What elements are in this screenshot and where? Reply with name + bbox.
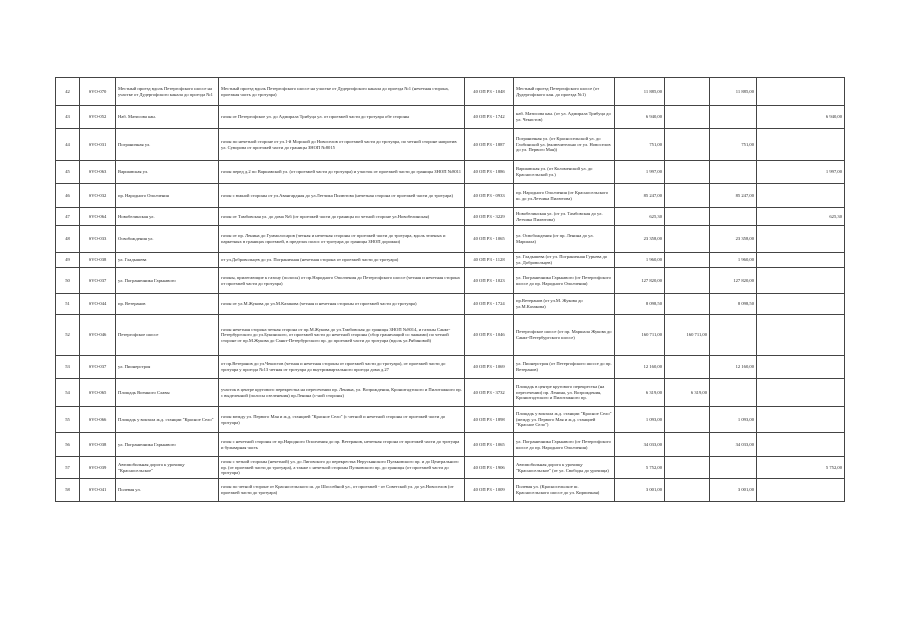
object-description: газон с южной стороны от ул.Авангардная до ул.Летчика Пилютова (нечетная сторона от проезжей части до тротуара) xyxy=(219,184,465,208)
object-name: Площадь у вокзала ж.д. станции "Красное Село" xyxy=(116,407,219,433)
area-column-c xyxy=(757,268,845,294)
area-column-a: 6 319,00 xyxy=(665,379,710,407)
total-area: 1 960,00 xyxy=(615,253,665,268)
object-location: Площадь у вокзала ж.д. станции "Красное Село" (между ул. Первого Мая и ж.д. станцией "Красное Село") xyxy=(514,407,615,433)
object-code: SVO-031 xyxy=(80,129,116,161)
total-area: 6 940,00 xyxy=(615,106,665,129)
total-area: 8 098,50 xyxy=(615,294,665,315)
object-location: Местный проезд Петергофского шоссе (от Дудергофского кан. до проезда №1) xyxy=(514,78,615,106)
object-name: Полевая ул. xyxy=(116,479,219,502)
object-location: пр.Ветеранов (от ул.М. Жукова до ул.М.Казакова) xyxy=(514,294,615,315)
row-number: 50 xyxy=(56,268,80,294)
object-location: Полевая ул. (Красносельское ш. Красносельского шоссе до ул. Кирпичная) xyxy=(514,479,615,502)
object-location: Площадь в центре кругового перекрестка (на пересечении) пр. Ленина, ул. Возрождения, Кронштадтского и Пилотажного пр. xyxy=(514,379,615,407)
area-column-a xyxy=(665,268,710,294)
object-code: SVO-070 xyxy=(80,78,116,106)
row-number: 56 xyxy=(56,433,80,457)
object-code: SVO-041 xyxy=(80,479,116,502)
object-description: газон нечетная сторона четная сторона от пр.М.Жукова до ул.Тамбовская до границы ЗНОП №8014, и газоны Санкт-Петербургского до ул.Букинского, от проезжей части до нечетной стороны (сбор граничащий со знаками) по четной стороне от пр.М.Жукова до Санкт-Петербургского пр. до проезжей части до тротуара (вдоль ул.Рябиновой) xyxy=(219,315,465,356)
area-column-b: 3 001,00 xyxy=(710,479,757,502)
area-column-c xyxy=(757,184,845,208)
table-row xyxy=(56,356,845,379)
total-area: 85 247,00 xyxy=(615,184,665,208)
object-name: Площадь Военного Славы xyxy=(116,379,219,407)
table-row xyxy=(56,457,845,479)
area-column-c: 625,30 xyxy=(757,208,845,226)
area-column-a xyxy=(665,253,710,268)
table-row xyxy=(56,379,845,407)
object-location: ул. Гладышева (от ул. Пограничная Гурьева до ул. Добровольцев) xyxy=(514,253,615,268)
row-number: 51 xyxy=(56,294,80,315)
object-description: газон по нечетной стороне от ул.1-й Морской до Новоселов от проезжей части до тротуара, по четной стороне напротив ул. Суворова от проезжей части до границы ЗНОП №8015 xyxy=(219,129,465,161)
object-code: SVO-052 xyxy=(80,106,116,129)
table-row xyxy=(56,479,845,502)
area-column-b: 1 960,00 xyxy=(710,253,757,268)
object-location: ул. Освобождения (от пр. Ленина до ул. Маршала) xyxy=(514,226,615,253)
row-number: 53 xyxy=(56,356,80,379)
table-row xyxy=(56,106,845,129)
row-number: 48 xyxy=(56,226,80,253)
total-area: 23 358,00 xyxy=(615,226,665,253)
area-column-a xyxy=(665,226,710,253)
object-description: газон с нечетной стороны от пр.Народного Ополчения до пр. Ветеранов, нечетная сторона от проезжей части до тротуара и бульварная часть xyxy=(219,433,465,457)
area-column-c: 5 752,00 xyxy=(757,457,845,479)
object-location: ул. Пограничника Гарькавого (от Петергофского шоссе до пр. Народного Ополчения) xyxy=(514,433,615,457)
object-location: пр. Народного Ополчения (от Красносельского ш. до ул.Летчика Пилютова) xyxy=(514,184,615,208)
object-description: газон от Петергофское ул. до Адмирала Трибуца ул. от проезжей части до тротуара обе стороны xyxy=(219,106,465,129)
area-column-b xyxy=(710,457,757,479)
object-code: SVO-032 xyxy=(80,184,116,208)
area-column-b: 34 033,00 xyxy=(710,433,757,457)
area-column-a xyxy=(665,407,710,433)
object-description: газон от Тамбовская ул. до дома №6 (от проезжей части до границы по четной стороне ул.Новобелинская) xyxy=(219,208,465,226)
area-column-c xyxy=(757,407,845,433)
object-code: SVO-065 xyxy=(80,379,116,407)
area-column-c xyxy=(757,294,845,315)
total-area: 625,30 xyxy=(615,208,665,226)
register-table xyxy=(55,77,845,502)
area-column-b: 751,00 xyxy=(710,129,757,161)
object-description: от ул.Добровольцев до ул. Пограничная (нечетная сторона от проезжей части до тротуара) xyxy=(219,253,465,268)
area-column-c: 1 997,00 xyxy=(757,161,845,184)
table-row xyxy=(56,129,845,161)
object-name: ул. Пограничника Гарькавого xyxy=(116,268,219,294)
area-column-a xyxy=(665,161,710,184)
area-column-b: 8 098,50 xyxy=(710,294,757,315)
table-row xyxy=(56,253,845,268)
object-description: Местный проезд вдоль Петергофского шоссе на участке от Дудергофского канала до проезда №1 (нечетная сторона, проезжая часть до тротуара) xyxy=(219,78,465,106)
row-number: 57 xyxy=(56,457,80,479)
area-column-a xyxy=(665,106,710,129)
object-description: газон между ул. Первого Мая и ж.д. станцией "Красное Село" (с четной и нечетной стороны от проезжей части до тротуара) xyxy=(219,407,465,433)
area-column-a xyxy=(665,184,710,208)
area-column-c xyxy=(757,78,845,106)
row-number: 54 xyxy=(56,379,80,407)
area-column-c: 6 940,00 xyxy=(757,106,845,129)
registry-number: 40 ОП РЗ - 1887 xyxy=(465,129,514,161)
registry-number: 40 ОП РЗ - 1742 xyxy=(465,106,514,129)
registry-number: 40 ОП РЗ - 1046 xyxy=(465,315,514,356)
object-name: Освобождения ул. xyxy=(116,226,219,253)
object-code: SVO-066 xyxy=(80,407,116,433)
object-code: SVO-064 xyxy=(80,208,116,226)
row-number: 52 xyxy=(56,315,80,356)
object-description: газон от ул.М.Жукова до ул.М.Казакова (четная и нечетная стороны от проезжей части до тротуара) xyxy=(219,294,465,315)
area-column-b xyxy=(710,379,757,407)
registry-number: 40 ОП РЗ - 1886 xyxy=(465,161,514,184)
area-column-b: 85 247,00 xyxy=(710,184,757,208)
table-row xyxy=(56,268,845,294)
object-code: SVO-037 xyxy=(80,356,116,379)
total-area: 6 319,00 xyxy=(615,379,665,407)
object-name: Варшавская ул. xyxy=(116,161,219,184)
total-area: 12 160,00 xyxy=(615,356,665,379)
object-location: Петергофское шоссе (от пр. Маршала Жукова до Санкт-Петербургского шоссе) xyxy=(514,315,615,356)
object-code: SVO-063 xyxy=(80,161,116,184)
row-number: 47 xyxy=(56,208,80,226)
table-row xyxy=(56,294,845,315)
object-description: газон перед д.2 по Варшавской ул. (от проезжей части до тротуара) и участок от проезжей части до границы ЗНОП №8011 xyxy=(219,161,465,184)
object-location: Новобелинская ул. (от ул. Тамбовская до ул. Летчика Пилютова) xyxy=(514,208,615,226)
object-name: ул. Гладышева xyxy=(116,253,219,268)
object-location: Автомобильная дорога к урочищу "Красносельское" (от ул. Свободы до урочища) xyxy=(514,457,615,479)
object-description: газон от пр. Ленина до Гуммолосаров (четная и нечетная стороны от проезжей части до тротуара, вдоль зеленых и паркетных в границах проезжей, в пределах полос от тротуара до границы ЗНОП дорожки) xyxy=(219,226,465,253)
area-column-c xyxy=(757,129,845,161)
object-name: пр. Ветеранов xyxy=(116,294,219,315)
table-row xyxy=(56,78,845,106)
total-area: 5 752,00 xyxy=(615,457,665,479)
object-code: SVO-038 xyxy=(80,253,116,268)
registry-number: 40 ОП РЗ - 1906 xyxy=(465,457,514,479)
object-name: Петергофское шоссе xyxy=(116,315,219,356)
table-row xyxy=(56,208,845,226)
object-code: SVO-039 xyxy=(80,457,116,479)
row-number: 44 xyxy=(56,129,80,161)
registry-number: 40 ОП РЗ - 1065 xyxy=(465,226,514,253)
area-column-a xyxy=(665,457,710,479)
row-number: 43 xyxy=(56,106,80,129)
total-area: 751,00 xyxy=(615,129,665,161)
object-name: Местный проезд вдоль Петергофского шоссе на участке от Дудергофского канала до проезда №1 xyxy=(116,78,219,106)
area-column-b: 12 160,00 xyxy=(710,356,757,379)
table-row xyxy=(56,184,845,208)
object-location: ул. Пограничника Гарькавого (от Петергофского шоссе до пр. Народного Ополчения) xyxy=(514,268,615,294)
registry-number: 40 ОП РЗ - 1898 xyxy=(465,407,514,433)
object-code: SVO-046 xyxy=(80,315,116,356)
area-column-b xyxy=(710,106,757,129)
registry-number: 40 ОП РЗ - 1048 xyxy=(465,78,514,106)
area-column-c xyxy=(757,356,845,379)
object-code: SVO-037 xyxy=(80,268,116,294)
object-location: наб. Матисова кан. (от ул. Адмирала Трибуца до ул. Чекистов) xyxy=(514,106,615,129)
area-column-a xyxy=(665,208,710,226)
area-column-b xyxy=(710,208,757,226)
object-description: газон с четной стороны (нечетной) ул. до Лиговского до перекрестка Нерусьянского Пульковского пр. и до Центрального пр. (от проезжей части до тротуара), а также с нечетной стороны Пулковского пр. до границы (от проезжей части до тротуара) xyxy=(219,457,465,479)
table-body xyxy=(56,78,845,502)
area-column-c xyxy=(757,315,845,356)
total-area: 160 711,00 xyxy=(615,315,665,356)
object-name: Новобелинская ул. xyxy=(116,208,219,226)
row-number: 46 xyxy=(56,184,80,208)
area-column-c xyxy=(757,379,845,407)
area-column-b xyxy=(710,315,757,356)
area-column-a xyxy=(665,294,710,315)
area-column-a: 160 711,00 xyxy=(665,315,710,356)
registry-number: 40 ОП РЗ - 3732 xyxy=(465,379,514,407)
total-area: 3 001,00 xyxy=(615,479,665,502)
object-name: ул. Пионерстроя xyxy=(116,356,219,379)
object-description: участок в центре кругового перекрестка на пересечении пр. Ленина, ул. Возрождения, Кронштадтского и Пилотажного пр. с выделенной (полосы озеленения) пр.Ленина (с-ной стороны) xyxy=(219,379,465,407)
object-location: ул. Пионерстроя (от Петергофского шоссе до пр. Ветеранов) xyxy=(514,356,615,379)
area-column-b: 11 885,00 xyxy=(710,78,757,106)
registry-number: 40 ОП РЗ - 1128 xyxy=(465,253,514,268)
object-code: SVO-038 xyxy=(80,433,116,457)
area-column-c xyxy=(757,433,845,457)
registry-number: 40 ОП РЗ - 1023 xyxy=(465,268,514,294)
area-column-c xyxy=(757,479,845,502)
table-row xyxy=(56,407,845,433)
table-row xyxy=(56,226,845,253)
total-area: 34 033,00 xyxy=(615,433,665,457)
area-column-a xyxy=(665,479,710,502)
object-name: Наб. Матисова кан. xyxy=(116,106,219,129)
area-column-c xyxy=(757,226,845,253)
row-number: 58 xyxy=(56,479,80,502)
object-code: SVO-033 xyxy=(80,226,116,253)
total-area: 1 093,00 xyxy=(615,407,665,433)
object-description: от пр.Ветеранов до ул.Чекистов (четная и нечетная стороны от проезжей части до тротуара), от проезжей части до тротуара у проезда №13 четная от тротуара до внутриквартального проезда дома д.27 xyxy=(219,356,465,379)
registry-number: 40 ОП РЗ - 3229 xyxy=(465,208,514,226)
area-column-b xyxy=(710,161,757,184)
total-area: 1 997,00 xyxy=(615,161,665,184)
table-row xyxy=(56,161,845,184)
row-number: 55 xyxy=(56,407,80,433)
object-name: ул. Пограничника Гарькавого xyxy=(116,433,219,457)
registry-number: 40 ОП РЗ - 1069 xyxy=(465,356,514,379)
table-row xyxy=(56,433,845,457)
object-description: газон по четной стороне от Красносельского ш. до Шоссейной ул., от проезжей - от Советской ул. до ул.Новоселов (от проезжей части до тротуара) xyxy=(219,479,465,502)
object-description: газоны, прилегающие к газону (полосы) от пр.Народного Ополчения до Петергофского шоссе (четная и нечетная сторона от проезжей части до тротуара) xyxy=(219,268,465,294)
total-area: 11 885,00 xyxy=(615,78,665,106)
row-number: 49 xyxy=(56,253,80,268)
object-location: Варшавская ул. (от Коломенской ул. до Красносельской ул.) xyxy=(514,161,615,184)
registry-number: 40 ОП РЗ - 0933 xyxy=(465,184,514,208)
area-column-b: 23 358,00 xyxy=(710,226,757,253)
area-column-c xyxy=(757,253,845,268)
total-area: 127 820,00 xyxy=(615,268,665,294)
object-code: SVO-044 xyxy=(80,294,116,315)
table-row xyxy=(56,315,845,356)
area-column-b: 1 093,00 xyxy=(710,407,757,433)
registry-number: 40 ОП РЗ - 1724 xyxy=(465,294,514,315)
area-column-a xyxy=(665,129,710,161)
area-column-a xyxy=(665,78,710,106)
object-name: Автомобильная дорога к урочищу "Красносельское" xyxy=(116,457,219,479)
object-name: пр. Народного Ополчения xyxy=(116,184,219,208)
row-number: 45 xyxy=(56,161,80,184)
registry-number: 40 ОП РЗ - 1009 xyxy=(465,479,514,502)
area-column-a xyxy=(665,356,710,379)
area-column-b: 127 820,00 xyxy=(710,268,757,294)
row-number: 42 xyxy=(56,78,80,106)
area-column-a xyxy=(665,433,710,457)
object-location: Пограничная ул. (от Красносельской ул. до Глобинской ул. (включительно от ул. Новоселов до ул. Первого Мая)) xyxy=(514,129,615,161)
object-name: Пограничная ул. xyxy=(116,129,219,161)
registry-number: 40 ОП РЗ - 1065 xyxy=(465,433,514,457)
